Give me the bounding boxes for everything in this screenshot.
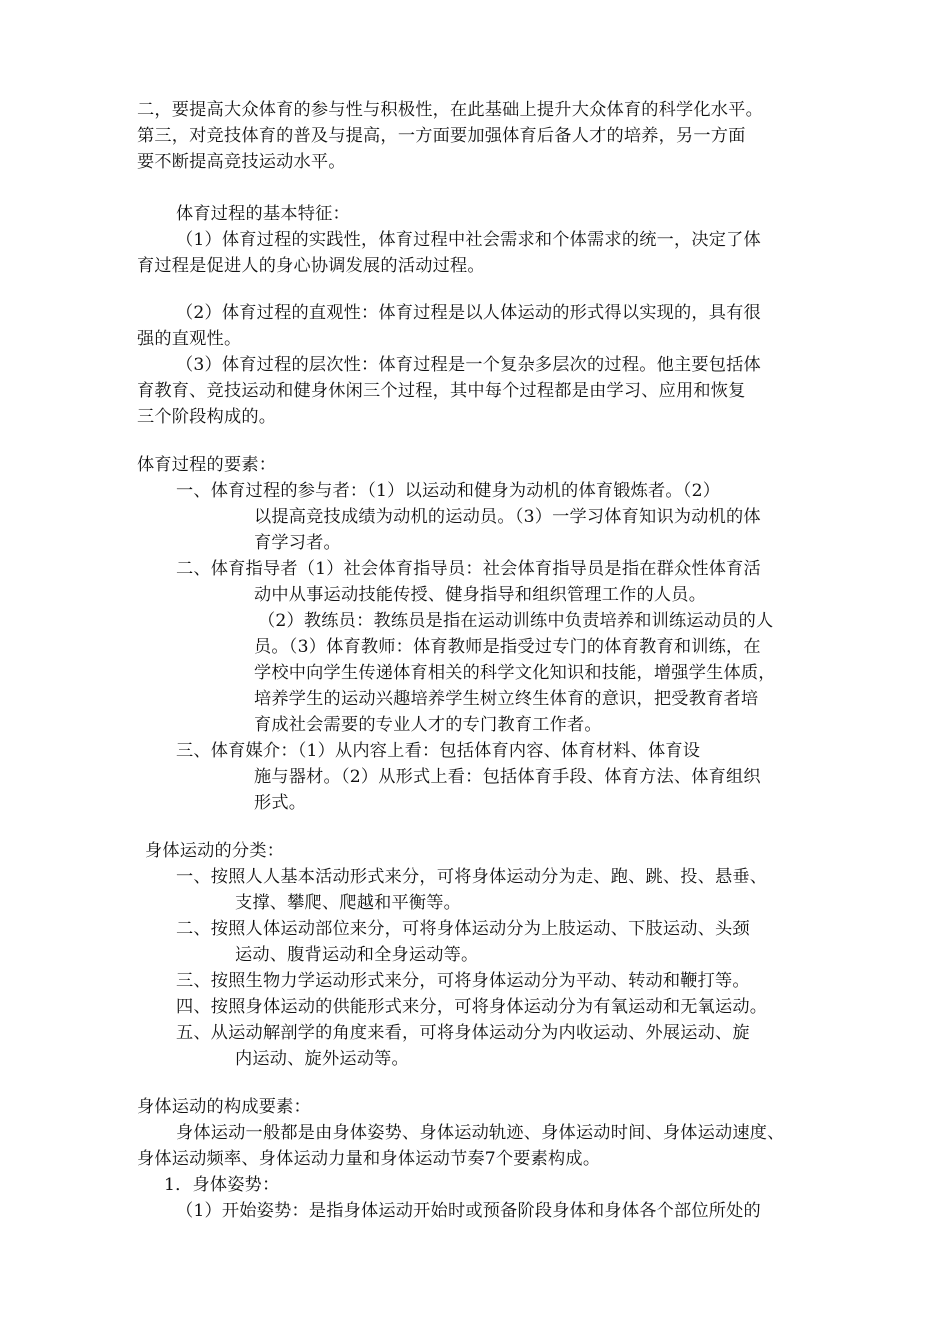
components-paragraph-line: （1）开始姿势：是指身体运动开始时或预备阶段身体和身体各个部位所处的 (176, 1201, 761, 1221)
elements-item-line: 施与器材。（2）从形式上看：包括体育手段、体育方法、体育组织 (254, 767, 761, 787)
components-paragraph-line: 身体运动频率、身体运动力量和身体运动节奏7个要素构成。 (137, 1149, 601, 1169)
elements-item-line: 员。（3）体育教师：体育教师是指受过专门的体育教育和训练，在 (254, 637, 761, 657)
classification-item-line: 支撑、攀爬、爬越和平衡等。 (235, 893, 462, 913)
features-paragraph-line: （2）体育过程的直观性：体育过程是以人体运动的形式得以实现的，具有很 (176, 303, 761, 323)
features-paragraph-line: 三个阶段构成的。 (137, 407, 277, 427)
intro-line: 要不断提高竞技运动水平。 (137, 152, 346, 172)
elements-item-line: 培养学生的运动兴趣培养学生树立终生体育的意识，把受教育者培 (254, 689, 759, 709)
elements-item-line: 三、体育媒介：（1）从内容上看：包括体育内容、体育材料、体育设 (176, 741, 701, 761)
components-subheading: 1．身体姿势： (164, 1175, 280, 1195)
components-heading: 身体运动的构成要素： (137, 1097, 311, 1117)
elements-item-line: 一、体育过程的参与者：（1）以运动和健身为动机的体育锻炼者。（2） (176, 481, 721, 501)
elements-heading: 体育过程的要素： (137, 455, 277, 475)
classification-heading: 身体运动的分类： (145, 841, 285, 861)
features-paragraph-line: 育教育、竞技运动和健身休闲三个过程，其中每个过程都是由学习、应用和恢复 (137, 381, 746, 401)
classification-item-line: 内运动、旋外运动等。 (235, 1049, 409, 1069)
classification-item-line: 五、从运动解剖学的角度来看，可将身体运动分为内收运动、外展运动、旋 (176, 1023, 750, 1043)
elements-item-line: 育学习者。 (254, 533, 341, 553)
elements-item-line: 育成社会需要的专业人才的专门教育工作者。 (254, 715, 602, 735)
elements-item-line: 形式。 (254, 793, 307, 813)
classification-item-line: 四、按照身体运动的供能形式来分，可将身体运动分为有氧运动和无氧运动。 (176, 997, 768, 1017)
elements-item-line: 学校中向学生传递体育相关的科学文化知识和技能，增强学生体质， (254, 663, 776, 683)
intro-line: 第三，对竞技体育的普及与提高，一方面要加强体育后备人才的培养，另一方面 (137, 126, 746, 146)
features-paragraph-line: （1）体育过程的实践性，体育过程中社会需求和个体需求的统一，决定了体 (176, 230, 761, 250)
features-heading: 体育过程的基本特征： (176, 204, 350, 224)
elements-item-line: 以提高竞技成绩为动机的运动员。（3）一学习体育知识为动机的体 (254, 507, 761, 527)
elements-item-line: 动中从事运动技能传授、健身指导和组织管理工作的人员。 (254, 585, 707, 605)
features-paragraph-line: （3）体育过程的层次性：体育过程是一个复杂多层次的过程。他主要包括体 (176, 355, 761, 375)
features-paragraph-line: 强的直观性。 (137, 329, 242, 349)
components-paragraph-line: 身体运动一般都是由身体姿势、身体运动轨迹、身体运动时间、身体运动速度、 (176, 1123, 785, 1143)
intro-line: 二，要提高大众体育的参与性与积极性，在此基础上提升大众体育的科学化水平。 (137, 100, 763, 120)
classification-item-line: 运动、腹背运动和全身运动等。 (235, 945, 479, 965)
classification-item-line: 二、按照人体运动部位来分，可将身体运动分为上肢运动、下肢运动、头颈 (176, 919, 750, 939)
classification-item-line: 三、按照生物力学运动形式来分，可将身体运动分为平动、转动和鞭打等。 (176, 971, 750, 991)
elements-item-line: （2）教练员：教练员是指在运动训练中负责培养和训练运动员的人 (258, 611, 774, 631)
elements-item-line: 二、体育指导者（1）社会体育指导员：社会体育指导员是指在群众性体育活 (176, 559, 761, 579)
features-paragraph-line: 育过程是促进人的身心协调发展的活动过程。 (137, 256, 485, 276)
classification-item-line: 一、按照人人基本活动形式来分，可将身体运动分为走、跑、跳、投、悬垂、 (176, 867, 768, 887)
